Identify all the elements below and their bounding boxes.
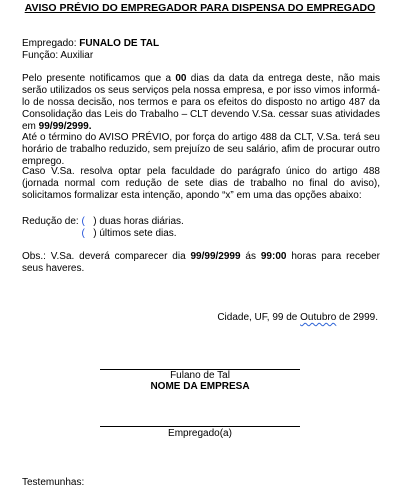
signatory-name: Fulano de Tal bbox=[170, 370, 230, 381]
obs-text-c: horas para receber seus haveres. bbox=[22, 251, 380, 274]
function-label: Função: bbox=[22, 50, 59, 61]
obs-time: 99:00 bbox=[260, 251, 287, 262]
witnesses-label: Testemunhas: bbox=[22, 477, 85, 488]
function-value: Auxiliar bbox=[60, 50, 94, 61]
obs-text-a: Obs.: V.Sa. deverá comparecer dia bbox=[22, 251, 191, 262]
company-name: NOME DA EMPRESA bbox=[150, 381, 250, 392]
obs-text-b: ás bbox=[240, 251, 261, 262]
date-month: Outubro bbox=[300, 312, 337, 323]
reduction-option-2-label: últimos sete dias. bbox=[99, 228, 177, 239]
date-prefix: Cidade, UF, 99 de bbox=[217, 312, 301, 323]
checkbox-space[interactable] bbox=[85, 228, 93, 239]
checkbox-close-paren: ) bbox=[93, 228, 97, 239]
employee-label: Empregado: bbox=[22, 38, 77, 49]
date-line bbox=[217, 312, 378, 324]
function-line bbox=[22, 50, 93, 62]
document-title: AVISO PRÉVIO DO EMPREGADOR PARA DISPENSA DO EMPREGADO bbox=[24, 2, 376, 14]
employee-line bbox=[22, 38, 159, 50]
checkbox-close-paren: ) bbox=[93, 216, 97, 227]
obs-date: 99/99/2999 bbox=[190, 251, 241, 262]
employee-signature-line bbox=[100, 426, 300, 427]
option-paragraph: Caso V.Sa. resolva optar pela faculdade do parágrafo único do artigo 488 (jornada normal com redução de sete dias de trabalho no final do aviso), solicitamos formalizar esta intenção, apondo “x” em uma das opções abaixo: bbox=[22, 166, 380, 201]
employee-signature-label: Empregado(a) bbox=[168, 428, 232, 439]
notice-paragraph bbox=[22, 73, 380, 133]
checkbox-space[interactable] bbox=[85, 216, 93, 227]
reduction-option-2[interactable] bbox=[22, 228, 177, 240]
employee-name: FUNALO DE TAL bbox=[79, 38, 160, 49]
notice-text-b: dias da data da entrega deste, não mais serão utilizados os seus serviços pela nossa empresa, e por isso vimos informá-lo de nossa decisão, nos termos e para os efeitos do disposto no artigo 487 da Consolidação das Leis do Trabalho – CLT devendo V.Sa. cessar suas atividades em bbox=[22, 73, 380, 132]
obs-paragraph bbox=[22, 251, 380, 275]
reduction-option-1[interactable] bbox=[22, 216, 184, 228]
reduced-hours-paragraph: Até o término do AVISO PRÉVIO, por força do artigo 488 da CLT, V.Sa. terá seu horário de trabalho reduzido, sem prejuízo de seu salário, afim de procurar outro emprego. bbox=[22, 132, 380, 167]
date-suffix: de 2999. bbox=[336, 312, 378, 323]
checkbox-open-paren: ( bbox=[81, 228, 85, 239]
notice-text-a: Pelo presente notificamos que a bbox=[22, 73, 176, 84]
notice-end-date: 99/99/2999. bbox=[38, 121, 92, 132]
reduction-option-1-label: duas horas diárias. bbox=[99, 216, 184, 227]
reduction-label: Redução de: bbox=[22, 216, 79, 227]
notice-days: 00 bbox=[175, 73, 187, 84]
checkbox-open-paren: ( bbox=[81, 216, 85, 227]
